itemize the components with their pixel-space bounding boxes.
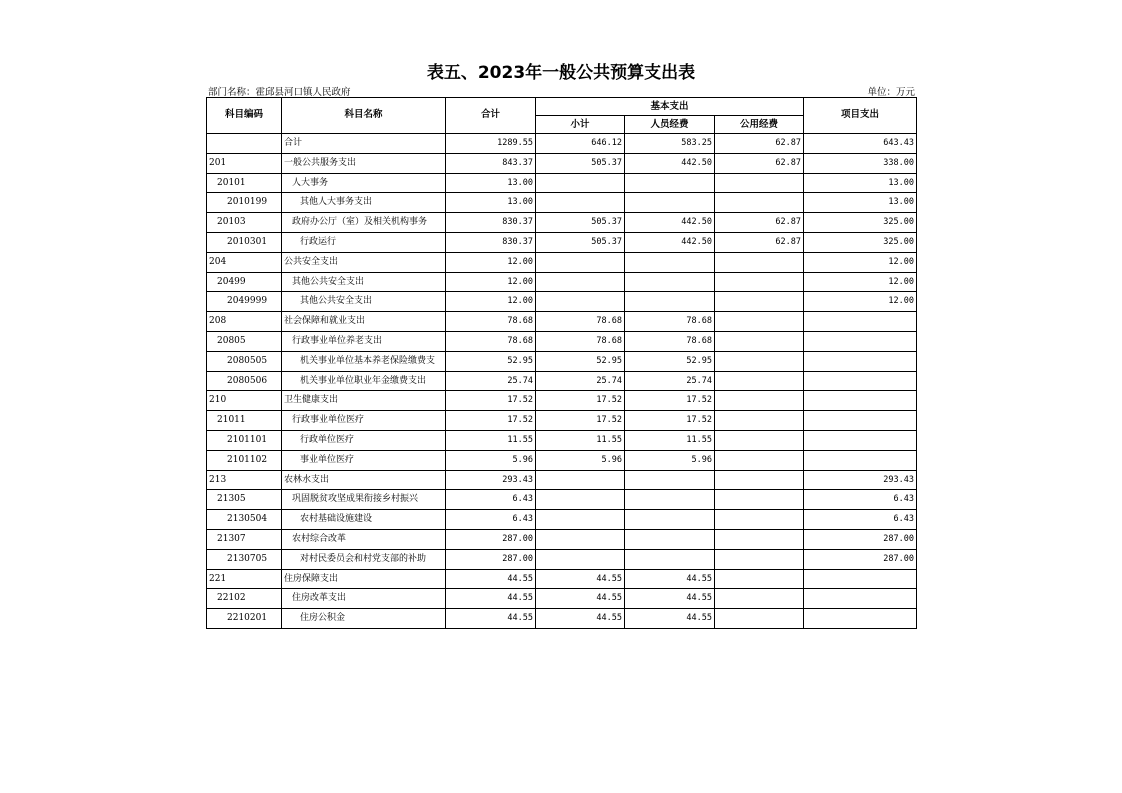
total-cell: 44.55 [446,569,536,589]
table-row [207,232,917,252]
code-cell: 2130504 [207,510,282,530]
personnel-cell: 583.25 [625,134,715,154]
project-cell [804,351,917,371]
table-row [207,153,917,173]
subtotal-cell [536,549,625,569]
personnel-cell: 442.50 [625,232,715,252]
subtotal-cell: 505.37 [536,213,625,233]
code-cell [207,134,282,154]
name-cell: 行政事业单位医疗 [282,411,446,431]
table-row [207,272,917,292]
public-cell [715,510,804,530]
project-cell: 287.00 [804,549,917,569]
personnel-cell: 17.52 [625,411,715,431]
code-cell: 2130705 [207,549,282,569]
public-cell [715,292,804,312]
public-cell [715,450,804,470]
personnel-cell: 11.55 [625,430,715,450]
name-cell: 公共安全支出 [282,252,446,272]
project-cell: 643.43 [804,134,917,154]
project-cell [804,430,917,450]
subtotal-cell [536,193,625,213]
public-cell [715,312,804,332]
project-cell: 325.00 [804,232,917,252]
project-cell: 12.00 [804,252,917,272]
total-cell: 1289.55 [446,134,536,154]
name-cell: 其他人大事务支出 [282,193,446,213]
personnel-cell: 44.55 [625,569,715,589]
public-cell [715,549,804,569]
name-cell: 行政运行 [282,232,446,252]
header-basic: 基本支出 [536,98,804,116]
public-cell [715,371,804,391]
table-row [207,371,917,391]
name-cell: 对村民委员会和村党支部的补助 [282,549,446,569]
name-cell: 农村综合改革 [282,529,446,549]
table-row [207,450,917,470]
code-cell: 20499 [207,272,282,292]
subtotal-cell: 52.95 [536,351,625,371]
total-cell: 13.00 [446,193,536,213]
subtotal-cell: 78.68 [536,312,625,332]
project-cell [804,569,917,589]
public-cell [715,470,804,490]
subtotal-cell: 505.37 [536,232,625,252]
public-cell [715,490,804,510]
table-row [207,351,917,371]
personnel-cell: 442.50 [625,213,715,233]
total-cell: 830.37 [446,213,536,233]
table-row [207,470,917,490]
project-cell [804,371,917,391]
code-cell: 21307 [207,529,282,549]
public-cell [715,430,804,450]
total-cell: 13.00 [446,173,536,193]
header-code: 科目编码 [207,98,282,134]
total-cell: 12.00 [446,292,536,312]
table-row [207,510,917,530]
project-cell: 12.00 [804,272,917,292]
project-cell [804,450,917,470]
table-row [207,292,917,312]
personnel-cell: 25.74 [625,371,715,391]
table-row [207,331,917,351]
total-cell: 17.52 [446,391,536,411]
public-cell [715,272,804,292]
personnel-cell: 52.95 [625,351,715,371]
project-cell [804,589,917,609]
subtotal-cell [536,252,625,272]
personnel-cell [625,510,715,530]
public-cell [715,569,804,589]
code-cell: 20805 [207,331,282,351]
project-cell [804,411,917,431]
table-row [207,252,917,272]
public-cell: 62.87 [715,153,804,173]
name-cell: 住房公积金 [282,609,446,629]
total-cell: 843.37 [446,153,536,173]
subtotal-cell: 17.52 [536,391,625,411]
personnel-cell: 44.55 [625,589,715,609]
public-cell [715,193,804,213]
name-cell: 一般公共服务支出 [282,153,446,173]
code-cell: 213 [207,470,282,490]
code-cell: 20103 [207,213,282,233]
subtotal-cell: 78.68 [536,331,625,351]
header-personnel: 人员经费 [625,116,715,134]
public-cell: 62.87 [715,134,804,154]
personnel-cell: 78.68 [625,312,715,332]
name-cell: 机关事业单位基本养老保险缴费支 [282,351,446,371]
project-cell: 287.00 [804,529,917,549]
total-cell: 6.43 [446,490,536,510]
name-cell: 住房保障支出 [282,569,446,589]
subtotal-cell [536,490,625,510]
subtotal-cell: 11.55 [536,430,625,450]
subtotal-cell: 505.37 [536,153,625,173]
table-row [207,193,917,213]
code-cell: 2210201 [207,609,282,629]
personnel-cell [625,193,715,213]
public-cell [715,589,804,609]
public-cell [715,391,804,411]
subtotal-cell: 44.55 [536,569,625,589]
name-cell: 农村基础设施建设 [282,510,446,530]
personnel-cell: 442.50 [625,153,715,173]
personnel-cell [625,529,715,549]
total-cell: 44.55 [446,589,536,609]
code-cell: 2010199 [207,193,282,213]
project-cell: 6.43 [804,490,917,510]
table-header [207,98,917,134]
personnel-cell: 5.96 [625,450,715,470]
subtotal-cell [536,529,625,549]
name-cell: 合计 [282,134,446,154]
total-cell: 78.68 [446,312,536,332]
subtotal-cell: 44.55 [536,589,625,609]
personnel-cell [625,549,715,569]
project-cell: 293.43 [804,470,917,490]
total-cell: 5.96 [446,450,536,470]
total-cell: 287.00 [446,549,536,569]
personnel-cell [625,292,715,312]
total-cell: 44.55 [446,609,536,629]
subtotal-cell: 17.52 [536,411,625,431]
name-cell: 事业单位医疗 [282,450,446,470]
public-cell [715,411,804,431]
table-row [207,430,917,450]
personnel-cell [625,272,715,292]
subtotal-cell: 44.55 [536,609,625,629]
subtotal-cell [536,272,625,292]
name-cell: 社会保障和就业支出 [282,312,446,332]
code-cell: 2080506 [207,371,282,391]
subtotal-cell [536,470,625,490]
project-cell: 338.00 [804,153,917,173]
total-cell: 830.37 [446,232,536,252]
name-cell: 人大事务 [282,173,446,193]
code-cell: 204 [207,252,282,272]
code-cell: 2049999 [207,292,282,312]
personnel-cell: 78.68 [625,331,715,351]
project-cell: 12.00 [804,292,917,312]
table-row [207,529,917,549]
total-cell: 12.00 [446,252,536,272]
header-public: 公用经费 [715,116,804,134]
subtotal-cell: 25.74 [536,371,625,391]
public-cell [715,331,804,351]
project-cell: 325.00 [804,213,917,233]
code-cell: 208 [207,312,282,332]
public-cell [715,609,804,629]
name-cell: 其他公共安全支出 [282,292,446,312]
total-cell: 25.74 [446,371,536,391]
public-cell [715,252,804,272]
name-cell: 行政单位医疗 [282,430,446,450]
subtotal-cell [536,510,625,530]
total-cell: 6.43 [446,510,536,530]
project-cell [804,331,917,351]
header-total: 合计 [446,98,536,134]
code-cell: 201 [207,153,282,173]
total-cell: 78.68 [446,331,536,351]
header-project: 项目支出 [804,98,917,134]
code-cell: 21011 [207,411,282,431]
personnel-cell: 17.52 [625,391,715,411]
personnel-cell [625,252,715,272]
total-cell: 52.95 [446,351,536,371]
table-row [207,173,917,193]
table-row [207,549,917,569]
code-cell: 2010301 [207,232,282,252]
code-cell: 210 [207,391,282,411]
subtotal-cell: 5.96 [536,450,625,470]
code-cell: 2101102 [207,450,282,470]
name-cell: 其他公共安全支出 [282,272,446,292]
project-cell [804,312,917,332]
public-cell: 62.87 [715,232,804,252]
code-cell: 221 [207,569,282,589]
table-row [207,312,917,332]
code-cell: 2080505 [207,351,282,371]
total-cell: 17.52 [446,411,536,431]
project-cell: 13.00 [804,173,917,193]
header-name: 科目名称 [282,98,446,134]
name-cell: 卫生健康支出 [282,391,446,411]
public-cell [715,529,804,549]
project-cell [804,391,917,411]
personnel-cell [625,173,715,193]
subtotal-cell: 646.12 [536,134,625,154]
department-label: 部门名称：霍邱县河口镇人民政府 [208,87,351,98]
code-cell: 2101101 [207,430,282,450]
project-cell [804,609,917,629]
personnel-cell [625,470,715,490]
budget-table [206,97,917,629]
table-row [207,411,917,431]
project-cell: 13.00 [804,193,917,213]
table-row [207,490,917,510]
name-cell: 巩固脱贫攻坚成果衔接乡村振兴 [282,490,446,510]
public-cell [715,351,804,371]
subtotal-cell [536,173,625,193]
code-cell: 20101 [207,173,282,193]
personnel-cell: 44.55 [625,609,715,629]
name-cell: 住房改革支出 [282,589,446,609]
subtotal-cell [536,292,625,312]
table-row [207,213,917,233]
public-cell: 62.87 [715,213,804,233]
code-cell: 22102 [207,589,282,609]
public-cell [715,173,804,193]
table-row [207,134,917,154]
header-subtotal: 小计 [536,116,625,134]
total-cell: 11.55 [446,430,536,450]
unit-label: 单位：万元 [867,87,915,98]
page-title: 表五、2023年一般公共预算支出表 [426,63,696,83]
table-row [207,589,917,609]
code-cell: 21305 [207,490,282,510]
total-cell: 293.43 [446,470,536,490]
table-row [207,391,917,411]
name-cell: 行政事业单位养老支出 [282,331,446,351]
personnel-cell [625,490,715,510]
project-cell: 6.43 [804,510,917,530]
table-row [207,609,917,629]
table-body [207,134,917,629]
total-cell: 12.00 [446,272,536,292]
total-cell: 287.00 [446,529,536,549]
name-cell: 机关事业单位职业年金缴费支出 [282,371,446,391]
name-cell: 农林水支出 [282,470,446,490]
table-row [207,569,917,589]
name-cell: 政府办公厅（室）及相关机构事务 [282,213,446,233]
